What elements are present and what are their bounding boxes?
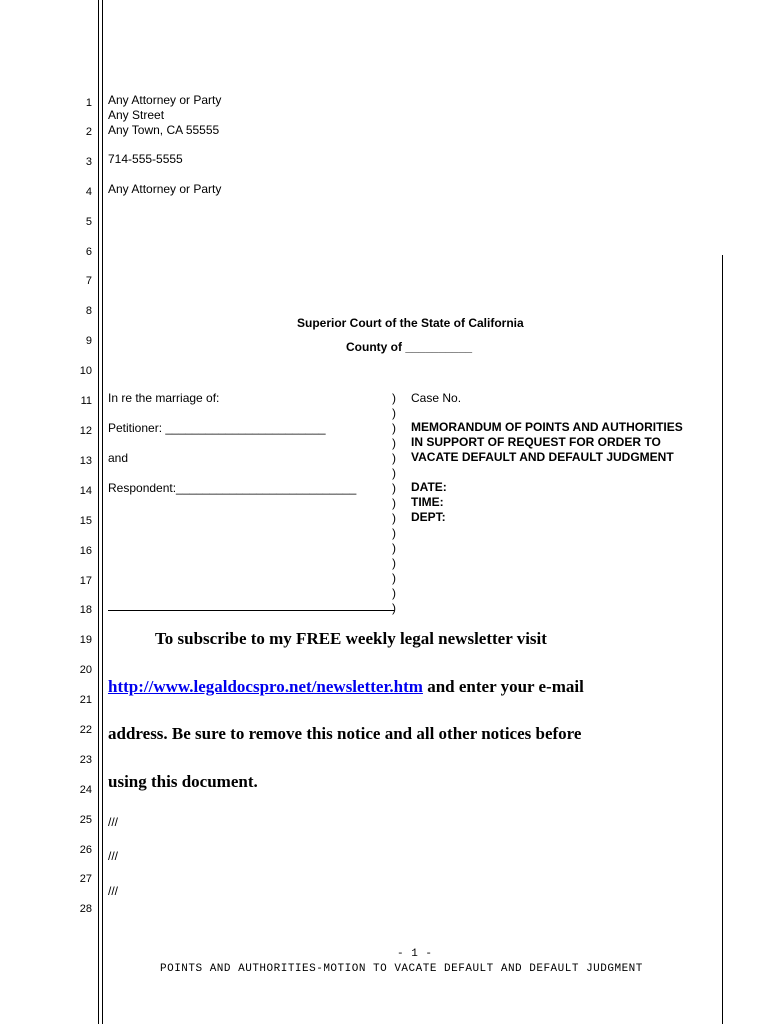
line-number: 1	[85, 97, 92, 109]
notice-line-2-rest: and enter your e-mail	[422, 677, 584, 696]
continuation-slashes-1: ///	[108, 815, 119, 829]
attorney-phone: 714-555-5555	[108, 152, 183, 166]
document-title-line-2: IN SUPPORT OF REQUEST FOR ORDER TO	[411, 435, 661, 449]
line-number: 7	[85, 275, 92, 287]
case-number-label: Case No.	[411, 391, 462, 405]
attorney-street: Any Street	[108, 108, 165, 122]
caption-paren: )	[392, 436, 396, 450]
hearing-date-label: DATE:	[411, 480, 447, 494]
court-county: County of __________	[346, 340, 473, 354]
line-number: 11	[80, 395, 92, 407]
line-number: 21	[79, 694, 92, 706]
line-number: 4	[85, 186, 92, 198]
caption-paren: )	[392, 526, 396, 540]
hearing-time-label: TIME:	[411, 495, 444, 509]
caption-and: and	[108, 451, 129, 465]
line-number: 18	[79, 604, 92, 616]
caption-paren: )	[392, 586, 396, 600]
line-number: 6	[85, 246, 92, 258]
left-margin-rule-outer	[98, 0, 99, 1024]
court-name: Superior Court of the State of California	[297, 316, 524, 330]
caption-paren: )	[392, 391, 396, 405]
line-number: 12	[79, 425, 92, 437]
line-number: 5	[85, 216, 92, 228]
continuation-slashes-2: ///	[108, 849, 119, 863]
line-number: 10	[79, 365, 92, 377]
right-margin-rule	[722, 255, 723, 1024]
line-number: 3	[85, 156, 92, 168]
caption-paren: )	[392, 481, 396, 495]
hearing-dept-label: DEPT:	[411, 510, 446, 524]
left-margin-rule-inner	[102, 0, 103, 1024]
continuation-slashes-3: ///	[108, 884, 119, 898]
attorney-city: Any Town, CA 55555	[108, 123, 220, 137]
caption-paren: )	[392, 571, 396, 585]
newsletter-link[interactable]: http://www.legaldocspro.net/newsletter.htm	[108, 677, 423, 696]
caption-paren: )	[392, 421, 396, 435]
line-number: 23	[79, 754, 92, 766]
line-number: 20	[79, 664, 92, 676]
line-number: 27	[79, 873, 92, 885]
caption-paren: )	[392, 556, 396, 570]
caption-paren: )	[392, 511, 396, 525]
line-number: 25	[79, 814, 92, 826]
line-number: 26	[79, 844, 92, 856]
caption-paren: )	[392, 466, 396, 480]
caption-paren: )	[392, 601, 396, 615]
caption-paren: )	[392, 496, 396, 510]
line-number: 16	[79, 545, 92, 557]
caption-paren: )	[392, 451, 396, 465]
notice-line-2	[108, 677, 584, 697]
line-number: 14	[79, 485, 92, 497]
line-number: 15	[79, 515, 92, 527]
caption-respondent: Respondent:___________________________	[108, 481, 357, 495]
caption-petitioner: Petitioner: ________________________	[108, 421, 326, 435]
line-number: 24	[79, 784, 92, 796]
footer-title: POINTS AND AUTHORITIES-MOTION TO VACATE DEFAULT AND DEFAULT JUDGMENT	[160, 963, 643, 975]
line-number: 8	[85, 305, 92, 317]
line-number: 28	[79, 903, 92, 915]
document-title-line-3: VACATE DEFAULT AND DEFAULT JUDGMENT	[411, 450, 674, 464]
line-number: 17	[79, 575, 92, 587]
caption-marriage: In re the marriage of:	[108, 391, 220, 405]
line-number: 9	[85, 335, 92, 347]
line-number: 22	[79, 724, 92, 736]
footer-page-number: - 1 -	[397, 948, 433, 960]
notice-line-4: using this document.	[108, 772, 258, 791]
line-number: 19	[79, 634, 92, 646]
caption-bottom-rule	[108, 610, 394, 611]
notice-line-3: address. Be sure to remove this notice and all other notices before	[108, 724, 582, 743]
caption-paren: )	[392, 406, 396, 420]
notice-line-1: To subscribe to my FREE weekly legal newsletter visit	[155, 629, 547, 648]
line-number: 13	[79, 455, 92, 467]
document-title-line-1: MEMORANDUM OF POINTS AND AUTHORITIES	[411, 420, 683, 434]
attorney-for: Any Attorney or Party	[108, 182, 222, 196]
attorney-name: Any Attorney or Party	[108, 93, 222, 107]
line-number: 2	[85, 126, 92, 138]
caption-paren: )	[392, 541, 396, 555]
